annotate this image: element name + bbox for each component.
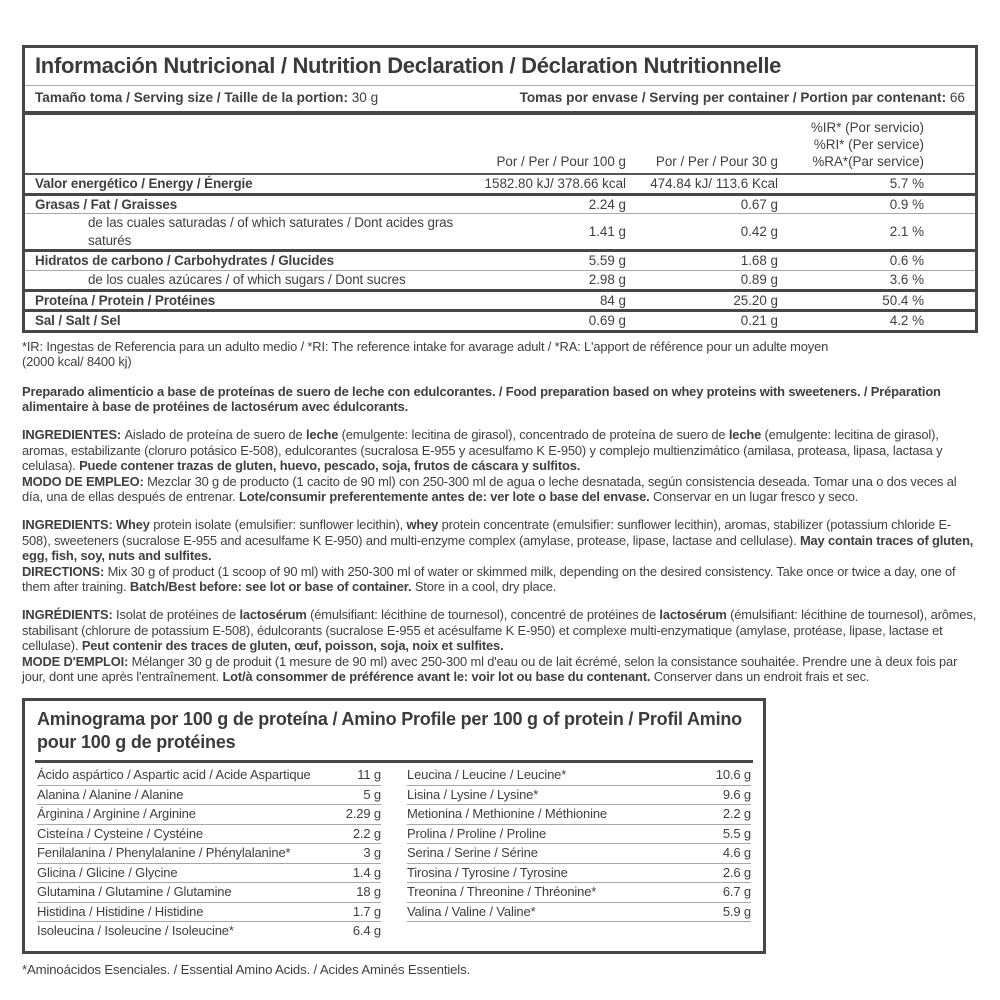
amino-profile-table: [22, 698, 766, 954]
table-column-headers: [25, 115, 975, 175]
section-english: [22, 517, 978, 594]
table-row-saturates: [25, 214, 975, 252]
amino-row-serine: [407, 844, 751, 864]
amino-label: Metionina / Methionine / Méthionine: [407, 806, 607, 822]
percent-ri-value: 3.6 %: [889, 271, 924, 287]
serving-size: [35, 90, 378, 106]
amino-row-methionine: [407, 805, 751, 825]
per-100g-value: 5.59 g: [588, 253, 626, 269]
amino-value: 9.6 g: [722, 786, 751, 802]
nutrient-label: Grasas / Fat / Graisses: [35, 196, 178, 212]
percent-ri-value: 0.9 %: [889, 196, 924, 212]
essential-amino-footnote: *Aminoácidos Esenciales. / Essential Amino Acids. / Acides Aminés Essentiels.: [22, 961, 471, 977]
amino-label: Tirosina / Tyrosine / Tyrosine: [407, 864, 568, 880]
directions-en: DIRECTIONS: Mix 30 g of product (1 scoop of 90 ml) with 250-300 ml of water or skimmed milk, depending on the desired consistency. Take once or twice a day, one of them after training. Batch/Best before: see lot or base of container. Store in a cool, dry place.: [22, 563, 956, 595]
reference-intake-note: [22, 339, 978, 370]
nutrient-label: Valor energético / Energy / Énergie: [35, 176, 253, 191]
serving-info-row: [25, 86, 975, 115]
amino-value: 4.6 g: [722, 845, 751, 861]
col-header-per-100g: Por / Per / Pour 100 g: [496, 154, 626, 169]
amino-value: 2.2 g: [352, 825, 381, 841]
amino-value: 18 g: [356, 884, 381, 900]
amino-label: Isoleucina / Isoleucine / Isoleucine*: [37, 923, 234, 939]
nutrient-sublabel: de las cuales saturadas / of which saturates / Dont acides gras saturés: [88, 215, 454, 248]
amino-profile-grid: [25, 763, 763, 951]
section-spanish: [22, 427, 978, 504]
percent-ri-line-es: %IR* (Por servicio): [810, 120, 924, 135]
per-30g-value: 0.67 g: [740, 196, 778, 212]
amino-label: Glicina / Glicine / Glycine: [37, 864, 178, 880]
servings-per-container-label: Tomas por envase / Serving per container / Portion par contenant:: [519, 90, 947, 105]
table-row-energy: [25, 175, 975, 196]
product-statement: Preparado alimenticio a base de proteínas de suero de leche con edulcorantes. / Food preparation based on whey proteins with sweeteners. / Préparation alimentaire à base de protéines de lactosérum avec édulcorants.: [22, 383, 941, 414]
reference-intake-note-line1: *IR: Ingestas de Referencia para un adulto medio / *RI: The reference intake for avarage adult / *RA: L'apport de référence pour un adulte moyen: [22, 338, 829, 354]
amino-value: 1.7 g: [352, 903, 381, 919]
nutrient-sublabel: de los cuales azúcares / of which sugars / Dont sucres: [88, 271, 406, 287]
percent-ri-value: 4.2 %: [889, 313, 924, 329]
ingredients-es: INGREDIENTES: Aislado de proteína de suero de leche (emulgente: lecitina de girasol), concentrado de proteína de suero de leche (emulgente: lecitina de girasol), aromas, estabilizante (cloruro potásico E-508), edulcorantes (sucralosa E-955 y acesulfamo K E-950) y complejo multienzimático (amilasa, proteasa, lipasa, lactasa y celulasa). Puede contener trazas de gluten, huevo, pescado, soja, frutos de cáscara y sulfitos.: [22, 427, 943, 474]
percent-ri-value: 50.4 %: [882, 292, 924, 308]
amino-left-column: [37, 766, 381, 941]
amino-label: Valina / Valine / Valine*: [407, 903, 536, 919]
per-30g-value: 0.89 g: [740, 271, 778, 287]
table-row-fat: [25, 196, 975, 215]
amino-label: Histidina / Histidine / Histidine: [37, 903, 204, 919]
section-french: [22, 607, 978, 684]
amino-value: 2.29 g: [345, 806, 381, 822]
amino-row-valine: [407, 903, 751, 923]
amino-value: 5 g: [363, 786, 381, 802]
amino-profile-title: Aminograma por 100 g de proteína / Amino Profile per 100 g of protein / Profil Amino pour 100 g de protéines: [37, 709, 742, 753]
amino-value: 5.5 g: [722, 825, 751, 841]
amino-row-alanine: [37, 786, 381, 806]
nutrition-facts-table: [22, 45, 978, 333]
per-30g-value: 0.21 g: [740, 313, 778, 329]
amino-row-glutamine: [37, 883, 381, 903]
reference-intake-note-line2: (2000 kcal/ 8400 kj): [22, 354, 132, 370]
percent-ri-line-fr: %RA*(Par service): [812, 154, 924, 169]
per-100g-value: 1582.80 kJ/ 378.66 kcal: [484, 176, 626, 191]
amino-value: 6.7 g: [722, 884, 751, 900]
directions-es: MODO DE EMPLEO: Mezclar 30 g de producto (1 cacito de 90 ml) con 250-300 ml de agua o leche desnatada, según consistencia deseada. Tomar una o dos veces al día, una de ellas después de entrenar. Lote/consumir preferentemente antes de: ver lote o base del envase. Conservar en un lugar fresco y seco.: [22, 473, 957, 504]
per-30g-value: 0.42 g: [740, 223, 778, 239]
ingredients-fr: INGRÉDIENTS: Isolat de protéines de lactosérum (émulsifiant: lécithine de tournesol), concentré de protéines de lactosérum (émulsifiant: lécithine de tournesol), arômes, stabilisant (chlorure de potassium E-508), édulcorants (sucralose E-955 et acésulfame K E-950) et complexe multi-enzymatique (amylase, protéase, lipase, lactase et cellulase). Peut contenir des traces de gluten, œuf, poisson, soja, noix et sulfites.: [22, 607, 977, 654]
servings-per-container-value: 66: [949, 90, 965, 105]
amino-right-column: [407, 766, 751, 941]
amino-row-aspartic: [37, 766, 381, 786]
amino-label: Glutamina / Glutamine / Glutamine: [37, 884, 232, 900]
per-100g-value: 84 g: [599, 292, 626, 308]
nutrient-label: Sal / Salt / Sel: [35, 313, 121, 329]
amino-label: Prolina / Proline / Proline: [407, 825, 547, 841]
ingredients-en: INGREDIENTS: Whey protein isolate (emulsifier: sunflower lecithin), whey protein concentrate (emulsifier: sunflower lecithin), aromas, stabilizer (potassium chloride E-508), sweeteners (sucralose E-955 and acesulfame K E-950) and multi-enzyme complex (amylase, protease, lipase, lactase and cellulase). May contain traces of gluten, egg, fish, soy, nuts and sulfites.: [22, 517, 974, 564]
per-100g-value: 2.24 g: [588, 196, 626, 212]
col-header-per-30g: Por / Per / Pour 30 g: [655, 154, 778, 169]
percent-ri-value: 2.1 %: [889, 223, 924, 239]
table-row-carbohydrates: [25, 252, 975, 271]
per-100g-value: 0.69 g: [588, 313, 626, 329]
amino-label: Fenilalanina / Phenylalanine / Phénylalanine*: [37, 845, 291, 861]
amino-label: Serina / Serine / Sérine: [407, 845, 538, 861]
amino-value: 3 g: [363, 845, 381, 861]
serving-size-label: Tamaño toma / Serving size / Taille de la portion:: [35, 90, 348, 105]
table-row-salt: [25, 312, 975, 330]
percent-ri-value: 5.7 %: [889, 176, 924, 191]
amino-row-leucine: [407, 766, 751, 786]
amino-value: 11 g: [357, 767, 381, 783]
nutrition-table-title: Información Nutricional / Nutrition Declaration / Déclaration Nutritionnelle: [25, 48, 975, 86]
amino-row-lysine: [407, 786, 751, 806]
amino-label: Árginina / Arginine / Arginine: [37, 806, 196, 822]
amino-row-glycine: [37, 864, 381, 884]
amino-row-histidine: [37, 903, 381, 923]
amino-value: 5.9 g: [722, 903, 751, 919]
amino-label: Alanina / Alanine / Alanine: [37, 786, 184, 802]
per-30g-value: 474.84 kJ/ 113.6 Kcal: [650, 176, 778, 191]
percent-ri-line-en: %RI* (Per service): [813, 137, 924, 152]
amino-value: 10.6 g: [715, 767, 751, 783]
amino-label: Leucina / Leucine / Leucine*: [407, 767, 567, 783]
servings-per-container: [520, 90, 965, 106]
per-30g-value: 25.20 g: [733, 292, 778, 308]
nutrient-label: Hidratos de carbono / Carbohydrates / Glucides: [35, 253, 334, 269]
percent-ri-value: 0.6 %: [889, 253, 924, 269]
serving-size-value: 30 g: [351, 90, 379, 105]
table-row-sugars: [25, 271, 975, 292]
directions-fr: MODE D'EMPLOI: Mélanger 30 g de produit (1 mesure de 90 ml) avec 250-300 ml d'eau ou de lait écrémé, selon la consistance souhaitée. Prendre une à deux fois par jour, dont une après l'entraînement. Lot/à consommer de préférence avant le: voir lot ou base du contenant. Conserver dans un endroit frais et sec.: [22, 653, 958, 685]
amino-label: Treonina / Threonine / Thréonine*: [407, 884, 597, 900]
amino-row-arginine: [37, 805, 381, 825]
amino-row-tyrosine: [407, 864, 751, 884]
amino-value: 2.2 g: [722, 806, 751, 822]
amino-row-phenylalanine: [37, 844, 381, 864]
per-30g-value: 1.68 g: [740, 253, 778, 269]
amino-row-threonine: [407, 883, 751, 903]
per-100g-value: 1.41 g: [588, 223, 626, 239]
amino-label: Lisina / Lysine / Lysine*: [407, 786, 539, 802]
amino-label: Ácido aspártico / Aspartic acid / Acide Aspartique: [37, 767, 311, 783]
amino-value: 1.4 g: [352, 864, 381, 880]
table-row-protein: [25, 292, 975, 313]
amino-value: 2.6 g: [722, 864, 751, 880]
per-100g-value: 2.98 g: [588, 271, 626, 287]
amino-label: Cisteína / Cysteine / Cystéine: [37, 825, 204, 841]
amino-row-isoleucine: [37, 922, 381, 941]
nutrient-label: Proteína / Protein / Protéines: [35, 292, 216, 308]
amino-row-proline: [407, 825, 751, 845]
col-header-percent-reference: [778, 119, 975, 170]
amino-row-cysteine: [37, 825, 381, 845]
amino-value: 6.4 g: [352, 923, 381, 939]
